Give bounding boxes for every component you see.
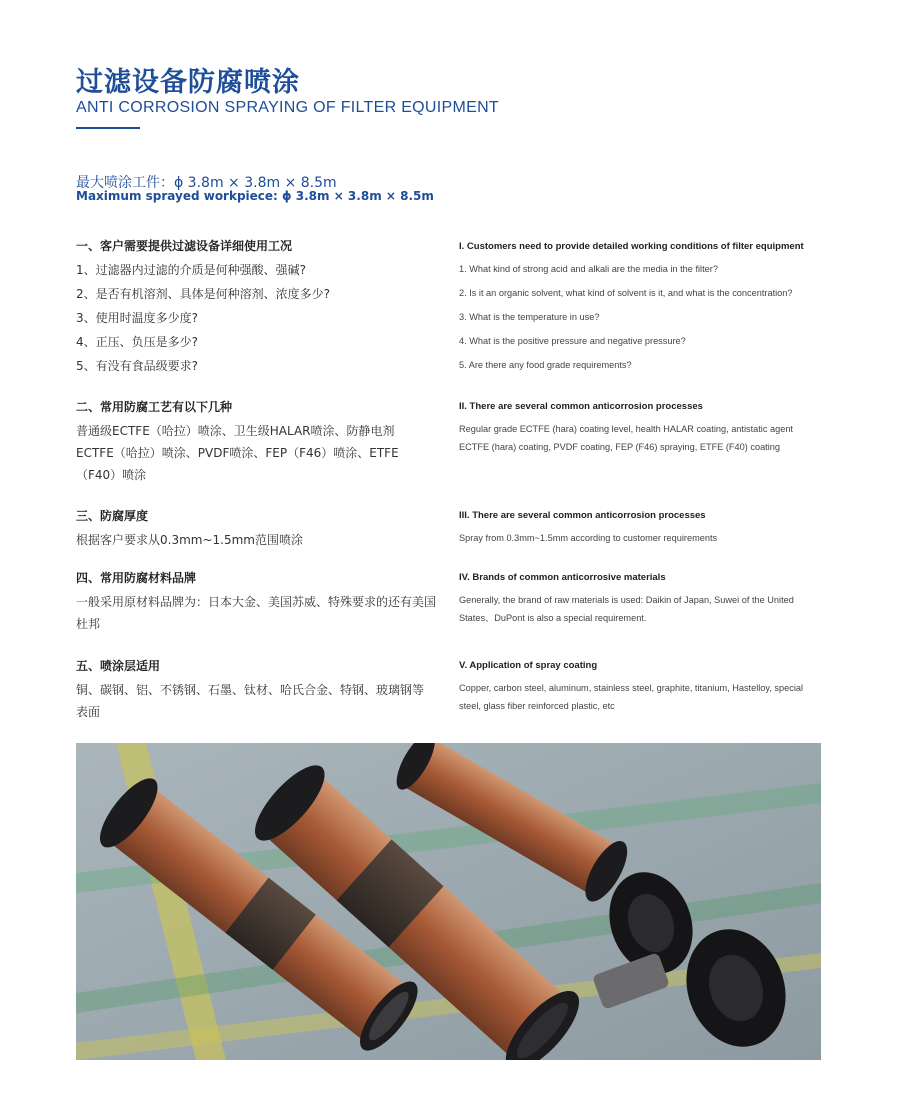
section1-heading-cn: 一、客户需要提供过滤设备详细使用工况 bbox=[76, 239, 293, 253]
section4-line-cn: 杜邦 bbox=[76, 617, 101, 631]
section2-line-cn: ECTFE（哈拉）喷涂、PVDF喷涂、FEP（F46）喷涂、ETFE bbox=[76, 446, 399, 460]
list-item: 3. What is the temperature in use? bbox=[459, 312, 600, 322]
section4-line-cn: 一般采用原材料品牌为：日本大金、美国苏威、特殊要求的还有美国 bbox=[76, 595, 437, 609]
section4-heading-cn: 四、常用防腐材料品牌 bbox=[76, 571, 197, 585]
max-workpiece-cn: 最大喷涂工件：ϕ 3.8m × 3.8m × 8.5m bbox=[76, 175, 337, 191]
list-item: 4. What is the positive pressure and negative pressure? bbox=[459, 336, 686, 346]
section4-line-en: Generally, the brand of raw materials is used: Daikin of Japan, Suwei of the United bbox=[459, 595, 794, 605]
section4-line-en: States、DuPont is also a special requirement. bbox=[459, 613, 647, 623]
section4-heading-en: IV. Brands of common anticorrosive materials bbox=[459, 572, 666, 583]
section2-line-en: Regular grade ECTFE (hara) coating level, health HALAR coating, antistatic agent bbox=[459, 424, 793, 434]
section2-line-cn: （F40）喷涂 bbox=[76, 468, 147, 482]
list-item: 2. Is it an organic solvent, what kind of solvent is it, and what is the concentration? bbox=[459, 288, 793, 298]
max-workpiece-en: Maximum sprayed workpiece: ϕ 3.8m × 3.8m × 8.5m bbox=[76, 189, 434, 203]
section2-line-en: ECTFE (hara) coating, PVDF coating, FEP (F46) spraying, ETFE (F40) coating bbox=[459, 442, 780, 452]
section5-line-cn: 铜、碳钢、铝、不锈钢、石墨、钛材、哈氏合金、特钢、玻璃钢等 bbox=[76, 683, 425, 697]
section3-body-cn: 根据客户要求从0.3mm~1.5mm范围喷涂 bbox=[76, 533, 303, 547]
title-underline bbox=[76, 127, 140, 129]
page-subtitle: ANTI CORROSION SPRAYING OF FILTER EQUIPMENT bbox=[76, 99, 500, 116]
section1-heading-en: I. Customers need to provide detailed working conditions of filter equipment bbox=[459, 241, 804, 252]
section5-line-en: Copper, carbon steel, aluminum, stainless steel, graphite, titanium, Hastelloy, special bbox=[459, 683, 804, 693]
list-item: 3、使用时温度多少度? bbox=[76, 311, 199, 325]
list-item: 1、过滤器内过滤的介质是何种强酸、强碱? bbox=[76, 263, 307, 277]
section5-line-en: steel, glass fiber reinforced plastic, etc bbox=[459, 701, 615, 711]
section3-heading-en: III. There are several common anticorrosion processes bbox=[459, 510, 706, 521]
section2-heading-en: II. There are several common anticorrosion processes bbox=[459, 401, 703, 412]
list-item: 5. Are there any food grade requirements? bbox=[459, 360, 632, 370]
list-item: 5、有没有食品级要求? bbox=[76, 359, 199, 373]
section3-body-en: Spray from 0.3mm~1.5mm according to customer requirements bbox=[459, 533, 718, 543]
page-title: 过滤设备防腐喷涂 bbox=[76, 67, 300, 98]
section2-line-cn: 普通级ECTFE（哈拉）喷涂、卫生级HALAR喷涂、防静电剂 bbox=[76, 424, 395, 438]
list-item: 1. What kind of strong acid and alkali are the media in the filter? bbox=[459, 264, 718, 274]
section5-line-cn: 表面 bbox=[76, 705, 101, 719]
section3-heading-cn: 三、防腐厚度 bbox=[76, 509, 149, 523]
list-item: 4、正压、负压是多少? bbox=[76, 335, 199, 349]
list-item: 2、是否有机溶剂、具体是何种溶剂、浓度多少? bbox=[76, 287, 331, 301]
section2-heading-cn: 二、常用防腐工艺有以下几种 bbox=[76, 400, 233, 414]
section5-heading-en: V. Application of spray coating bbox=[459, 660, 598, 671]
section5-heading-cn: 五、喷涂层适用 bbox=[76, 659, 161, 673]
coated-pipes-photo bbox=[76, 743, 821, 1060]
